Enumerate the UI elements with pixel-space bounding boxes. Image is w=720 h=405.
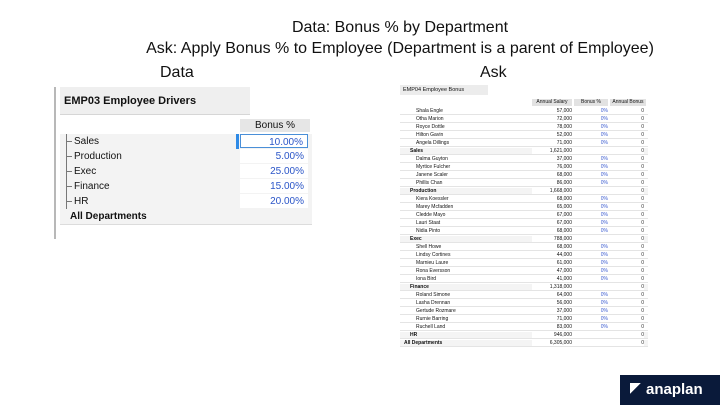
employee-bonus-panel (400, 85, 648, 353)
employee-row (400, 172, 648, 179)
employee-row (400, 196, 648, 203)
annual-salary-cell[interactable]: 52,000 (556, 132, 572, 138)
employee-row (400, 292, 648, 299)
department-subtotal-row (400, 332, 648, 339)
panel-divider (54, 87, 56, 239)
total-label: All Departments (70, 211, 147, 222)
annual-bonus-cell[interactable]: 0 (641, 188, 644, 194)
annual-bonus-cell[interactable]: 0 (641, 324, 644, 330)
bonus-pct-cell[interactable]: 0% (600, 180, 608, 186)
bonus-pct-cell[interactable]: 0% (600, 228, 608, 234)
row-label: Cledde Mayo (416, 212, 446, 218)
bonus-cell[interactable]: 15.00% (240, 179, 308, 193)
annual-salary-cell[interactable]: 56,000 (556, 300, 572, 306)
row-label: Shell Howe (416, 244, 442, 250)
bonus-pct-cell[interactable]: 0% (600, 204, 608, 210)
row-label: Hilton Gavin (416, 132, 444, 138)
bonus-pct-cell[interactable]: 0% (600, 212, 608, 218)
tree-connector (66, 134, 73, 149)
employee-row (400, 164, 648, 171)
bonus-pct-header[interactable]: Bonus % (574, 99, 608, 106)
bonus-pct-cell[interactable]: 0% (600, 220, 608, 226)
annual-salary-cell[interactable]: 86,000 (556, 180, 572, 186)
anaplan-mark-icon (630, 383, 642, 395)
row-label: Phillis Chan (416, 180, 443, 186)
bonus-pct-cell[interactable]: 0% (600, 260, 608, 266)
department-subtotal-row (400, 284, 648, 291)
annual-bonus-cell[interactable]: 0 (641, 204, 644, 210)
tree-connector (66, 194, 73, 209)
employee-bonus-title: EMP04 Employee Bonus (400, 85, 488, 95)
annual-salary-cell[interactable]: 57,000 (556, 108, 572, 114)
department-row (60, 164, 312, 180)
row-label: Roland Simone (416, 292, 451, 298)
employee-row (400, 268, 648, 275)
annual-bonus-cell[interactable]: 0 (641, 148, 644, 154)
employee-row (400, 260, 648, 267)
employee-row (400, 156, 648, 163)
tree-connector (66, 149, 73, 164)
annual-salary-cell[interactable]: 67,000 (556, 220, 572, 226)
grand-total-row (400, 340, 648, 347)
tree-connector (66, 179, 73, 194)
row-label: Gertude Rozmare (416, 308, 456, 314)
department-row (60, 149, 312, 165)
bonus-pct-cell[interactable]: 0% (600, 116, 608, 122)
bonus-cell[interactable]: 10.00% (240, 134, 308, 148)
annual-salary-cell[interactable]: 68,000 (556, 196, 572, 202)
annual-bonus-cell[interactable]: 0 (641, 140, 644, 146)
grid-header (60, 117, 312, 132)
row-label: Dalma Guyton (416, 156, 448, 162)
annual-bonus-cell[interactable]: 0 (641, 132, 644, 138)
department-row (60, 179, 312, 195)
department-name: Production (74, 151, 122, 162)
annual-bonus-cell[interactable]: 0 (641, 292, 644, 298)
employee-row (400, 132, 648, 139)
row-label: Rurnie Barring (416, 316, 449, 322)
row-label: Rona Eversson (416, 268, 451, 274)
bonus-pct-cell[interactable]: 0% (600, 268, 608, 274)
data-label: Data (160, 64, 194, 81)
annual-bonus-cell[interactable]: 0 (641, 284, 644, 290)
department-name: Sales (74, 136, 100, 147)
annual-salary-cell[interactable]: 44,000 (556, 252, 572, 258)
anaplan-logo (620, 375, 720, 405)
annual-bonus-cell[interactable]: 0 (641, 308, 644, 314)
employee-drivers-title: EMP03 Employee Drivers (60, 87, 250, 115)
annual-salary-cell[interactable]: 61,000 (556, 260, 572, 266)
annual-bonus-cell[interactable]: 0 (641, 164, 644, 170)
annual-bonus-cell[interactable]: 0 (641, 316, 644, 322)
bonus-pct-cell[interactable]: 0% (600, 244, 608, 250)
annual-bonus-cell[interactable]: 0 (641, 108, 644, 114)
employee-row (400, 276, 648, 283)
annual-bonus-cell[interactable]: 0 (641, 220, 644, 226)
row-label: Kiera Koessler (416, 196, 449, 202)
bonus-pct-cell[interactable]: 0% (600, 276, 608, 282)
annual-salary-cell[interactable]: 37,000 (556, 156, 572, 162)
bonus-pct-cell[interactable]: 0% (600, 156, 608, 162)
employee-row (400, 300, 648, 307)
annual-salary-cell[interactable]: 1,621,000 (549, 148, 572, 154)
department-row (60, 194, 312, 210)
employee-drivers-panel (54, 87, 312, 239)
bonus-pct-cell[interactable]: 0% (600, 316, 608, 322)
ask-label: Ask (480, 64, 507, 81)
employee-row (400, 252, 648, 259)
department-subtotal-row (400, 188, 648, 195)
selected-cell-marker (236, 134, 239, 149)
row-label: Finance (410, 284, 429, 290)
employee-row (400, 212, 648, 219)
row-label: Marnieu Laure (416, 260, 449, 266)
bonus-cell[interactable]: 25.00% (240, 164, 308, 178)
bonus-pct-cell[interactable]: 0% (600, 140, 608, 146)
row-label: Janene Scaler (416, 172, 448, 178)
annual-salary-cell[interactable]: 78,000 (556, 124, 572, 130)
annual-bonus-cell[interactable]: 0 (641, 156, 644, 162)
annual-salary-cell[interactable]: 37,000 (556, 308, 572, 314)
annual-bonus-cell[interactable]: 0 (641, 116, 644, 122)
annual-salary-cell[interactable]: 68,000 (556, 172, 572, 178)
annual-salary-cell[interactable]: 71,000 (556, 316, 572, 322)
bonus-pct-cell[interactable]: 0% (600, 196, 608, 202)
annual-bonus-cell[interactable]: 0 (641, 124, 644, 130)
annual-bonus-cell[interactable]: 0 (641, 236, 644, 242)
bonus-cell[interactable]: 5.00% (240, 149, 308, 163)
employee-row (400, 244, 648, 251)
employee-row (400, 308, 648, 315)
employee-row (400, 140, 648, 147)
annual-salary-cell[interactable]: 1,318,000 (549, 284, 572, 290)
annual-bonus-cell[interactable]: 0 (641, 180, 644, 186)
annual-bonus-header[interactable]: Annual Bonus (610, 99, 646, 106)
bonus-pct-cell[interactable]: 0% (600, 124, 608, 130)
employee-row (400, 204, 648, 211)
employee-row (400, 228, 648, 235)
bonus-pct-cell[interactable]: 0% (600, 132, 608, 138)
row-label: Angela Dillings (416, 140, 450, 146)
heading-line-2: Ask: Apply Bonus % to Employee (Department is a parent of Employee) (146, 40, 654, 57)
employee-row (400, 116, 648, 123)
row-label: Royce Dottle (416, 124, 445, 130)
annual-bonus-cell[interactable]: 0 (641, 244, 644, 250)
bonus-pct-cell[interactable]: 0% (600, 252, 608, 258)
department-subtotal-row (400, 148, 648, 155)
row-label: Ruchell Land (416, 324, 446, 330)
annual-bonus-cell[interactable]: 0 (641, 212, 644, 218)
annual-salary-cell[interactable]: 76,000 (556, 164, 572, 170)
annual-salary-cell[interactable]: 47,000 (556, 268, 572, 274)
bonus-cell[interactable]: 20.00% (240, 194, 308, 208)
annual-bonus-cell[interactable]: 0 (641, 228, 644, 234)
bonus-pct-cell[interactable]: 0% (600, 308, 608, 314)
employee-row (400, 324, 648, 331)
annual-salary-cell[interactable]: 68,000 (556, 228, 572, 234)
annual-salary-header[interactable]: Annual Salary (532, 99, 572, 106)
row-label: Shala Engle (416, 108, 443, 114)
annual-bonus-cell[interactable]: 0 (641, 276, 644, 282)
logo-text: anaplan (646, 381, 703, 398)
annual-bonus-cell[interactable]: 0 (641, 268, 644, 274)
annual-salary-cell[interactable]: 72,000 (556, 116, 572, 122)
row-label: Sales (410, 148, 424, 154)
annual-bonus-cell[interactable]: 0 (641, 252, 644, 258)
annual-salary-cell[interactable]: 65,000 (556, 204, 572, 210)
department-name: Exec (74, 166, 97, 177)
row-label: All Departments (404, 340, 443, 346)
total-row (60, 209, 312, 225)
row-label: Lindsy Cortines (416, 252, 451, 258)
row-label: Marey Mcfadden (416, 204, 454, 210)
annual-salary-cell[interactable]: 68,000 (556, 244, 572, 250)
annual-salary-cell[interactable]: 946,000 (553, 332, 572, 338)
row-label: Lasha Drennan (416, 300, 451, 306)
bonus-column-header[interactable]: Bonus % (240, 119, 310, 132)
bonus-pct-cell[interactable]: 0% (600, 300, 608, 306)
employee-row (400, 180, 648, 187)
employee-row (400, 108, 648, 115)
annual-salary-cell[interactable]: 67,000 (556, 212, 572, 218)
department-row (60, 134, 312, 150)
employee-row (400, 316, 648, 323)
bonus-pct-cell[interactable]: 0% (600, 292, 608, 298)
bonus-pct-cell[interactable]: 0% (600, 164, 608, 170)
bonus-pct-cell[interactable]: 0% (600, 324, 608, 330)
annual-bonus-cell[interactable]: 0 (641, 340, 644, 346)
annual-salary-cell[interactable]: 71,000 (556, 140, 572, 146)
row-label: Production (410, 188, 437, 194)
row-label: Otha Marion (416, 116, 444, 122)
annual-bonus-cell[interactable]: 0 (641, 260, 644, 266)
row-label: Nidia Pinto (416, 228, 441, 234)
bonus-pct-cell[interactable]: 0% (600, 172, 608, 178)
department-subtotal-row (400, 236, 648, 243)
row-label: Exec (410, 236, 422, 242)
annual-bonus-cell[interactable]: 0 (641, 172, 644, 178)
row-label: HR (410, 332, 418, 338)
annual-salary-cell[interactable]: 41,000 (556, 276, 572, 282)
annual-salary-cell[interactable]: 788,000 (553, 236, 572, 242)
employee-row (400, 124, 648, 131)
annual-salary-cell[interactable]: 64,000 (556, 292, 572, 298)
annual-bonus-cell[interactable]: 0 (641, 332, 644, 338)
annual-salary-cell[interactable]: 1,668,000 (549, 188, 572, 194)
department-name: Finance (74, 181, 110, 192)
annual-bonus-cell[interactable]: 0 (641, 300, 644, 306)
row-label: Myrtice Fulcher (416, 164, 451, 170)
row-label: Iona Bird (416, 276, 437, 282)
bonus-pct-cell[interactable]: 0% (600, 108, 608, 114)
annual-salary-cell[interactable]: 6,305,000 (549, 340, 572, 346)
employee-row (400, 220, 648, 227)
tree-connector (66, 164, 73, 179)
annual-bonus-cell[interactable]: 0 (641, 196, 644, 202)
heading-line-1: Data: Bonus % by Department (291, 19, 509, 36)
annual-salary-cell[interactable]: 83,000 (556, 324, 572, 330)
department-name: HR (74, 196, 89, 207)
row-label: Lauri Staat (416, 220, 441, 226)
